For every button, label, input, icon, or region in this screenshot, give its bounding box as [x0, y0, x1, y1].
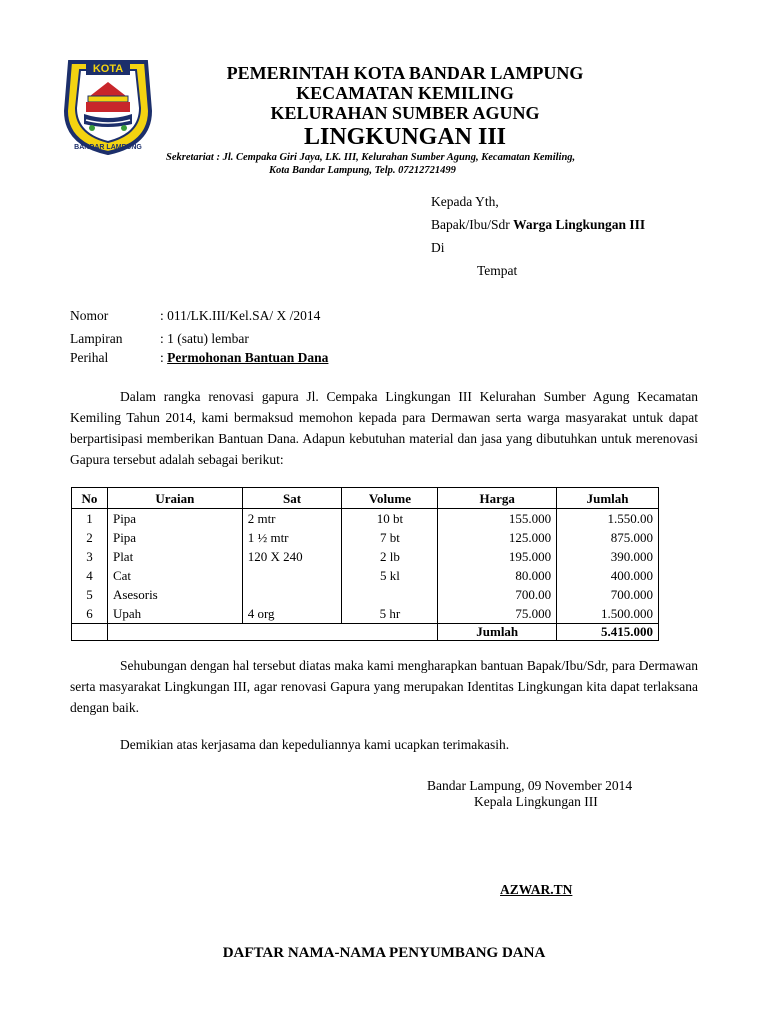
table-row [72, 585, 659, 604]
cell-no: 1 [72, 509, 108, 529]
signature-title: Kepala Lingkungan III [474, 794, 598, 809]
cell-volume: 10 bt [342, 509, 438, 529]
gov-header-line4: LINGKUNGAN III [303, 124, 507, 150]
perihal-subject: Permohonan Bantuan Dana [167, 350, 329, 365]
cell-jumlah: 700.000 [557, 585, 659, 604]
signature-name: AZWAR.TN [500, 882, 573, 897]
col-header-volume: Volume [342, 488, 438, 509]
logo-text-top: KOTA [92, 63, 124, 75]
material-cost-table [71, 487, 659, 641]
cell-jumlah: 875.000 [557, 528, 659, 547]
cell-harga: 80.000 [438, 566, 557, 585]
table-row [72, 566, 659, 585]
secretariat-line1: Sekretariat : Jl. Cempaka Giri Jaya, LK. III, Kelurahan Sumber Agung, Kecamatan Kemiling, [166, 152, 576, 163]
cell-volume: 2 lb [342, 547, 438, 566]
cell-no: 2 [72, 528, 108, 547]
cell-jumlah: 390.000 [557, 547, 659, 566]
cell-harga: 195.000 [438, 547, 557, 566]
cell-volume: 5 hr [342, 604, 438, 624]
secretariat-address [166, 151, 575, 177]
cell-uraian: Upah [107, 604, 242, 624]
cell-no: 6 [72, 604, 108, 624]
cell-harga: 155.000 [438, 509, 557, 529]
donor-list-heading: DAFTAR NAMA-NAMA PENYUMBANG DANA [222, 945, 546, 961]
recipient-line3: Di [431, 240, 445, 255]
total-value: 5.415.000 [557, 624, 659, 641]
cell-volume: 5 kl [342, 566, 438, 585]
cell-sat: 1 ½ mtr [242, 528, 342, 547]
cell-uraian: Pipa [107, 528, 242, 547]
cell-jumlah: 1.500.000 [557, 604, 659, 624]
recipient-prefix: Bapak/Ibu/Sdr [431, 217, 514, 232]
nomor-value: : 011/LK.III/Kel.SA/ X /2014 [160, 308, 321, 323]
gov-header-line2: KECAMATAN KEMILING [296, 83, 514, 103]
col-header-uraian: Uraian [107, 488, 242, 509]
gov-header-line1: PEMERINTAH KOTA BANDAR LAMPUNG [226, 63, 584, 83]
city-emblem-logo [60, 56, 156, 156]
cell-jumlah: 400.000 [557, 566, 659, 585]
signature-place-date: Bandar Lampung, 09 November 2014 [427, 778, 633, 793]
cell-jumlah: 1.550.00 [557, 509, 659, 529]
cell-harga: 700.00 [438, 585, 557, 604]
total-empty-cell [72, 624, 108, 641]
recipient-line2 [431, 215, 645, 235]
cell-uraian: Asesoris [107, 585, 242, 604]
table-row [72, 604, 659, 624]
recipient-line1: Kepada Yth, [431, 194, 499, 209]
cell-no: 3 [72, 547, 108, 566]
total-empty-span [107, 624, 437, 641]
cell-no: 5 [72, 585, 108, 604]
gov-header-line3: KELURAHAN SUMBER AGUNG [270, 103, 540, 123]
cell-no: 4 [72, 566, 108, 585]
cell-uraian: Pipa [107, 509, 242, 529]
table-row [72, 528, 659, 547]
cell-sat [242, 566, 342, 585]
cell-volume: 7 bt [342, 528, 438, 547]
body-paragraph-3: Demikian atas kerjasama dan kepeduliannya kami ucapkan terimakasih. [120, 737, 510, 752]
table-row [72, 509, 659, 529]
col-header-harga: Harga [438, 488, 557, 509]
perihal-value-row [160, 348, 328, 368]
secretariat-line2: Kota Bandar Lampung, Telp. 07212721499 [269, 165, 456, 176]
cell-uraian: Cat [107, 566, 242, 585]
cell-sat: 120 X 240 [242, 547, 342, 566]
cell-harga: 75.000 [438, 604, 557, 624]
table-total-row [72, 624, 659, 641]
lampiran-label: Lampiran [70, 331, 123, 346]
lampiran-value: : 1 (satu) lembar [160, 331, 249, 346]
perihal-colon: : [160, 350, 168, 365]
body-paragraph-2: Sehubungan dengan hal tersebut diatas maka kami mengharapkan bantuan Bapak/Ibu/Sdr, para Dermawan serta masyarakat Lingkungan III, agar renovasi Gapura yang merupakan Identitas Lingkungan kita dapat terlaksana dengan baik. [70, 658, 698, 715]
table-row [72, 547, 659, 566]
recipient-line4: Tempat [477, 263, 518, 278]
cell-uraian: Plat [107, 547, 242, 566]
col-header-jumlah: Jumlah [557, 488, 659, 509]
total-label: Jumlah [438, 624, 557, 641]
cell-harga: 125.000 [438, 528, 557, 547]
perihal-label: Perihal [70, 350, 109, 365]
table-header-row [72, 488, 659, 509]
cell-sat: 2 mtr [242, 509, 342, 529]
cell-volume [342, 585, 438, 604]
body-paragraph-1: Dalam rangka renovasi gapura Jl. Cempaka Lingkungan III Kelurahan Sumber Agung Kecamatan Kemiling Tahun 2014, kami bermaksud memohon kepada para Dermawan serta warga masyarakat untuk dapat berpartisipasi memberikan Bantuan Dana. Adapun kebutuhan material dan jasa yang dibutuhkan untuk merenovasi Gapura tersebut adalah sebagai berikut: [70, 389, 698, 467]
logo-text-bottom: BANDAR LAMPUNG [74, 144, 142, 151]
col-header-no: No [72, 488, 108, 509]
nomor-label: Nomor [70, 308, 109, 323]
col-header-sat: Sat [242, 488, 342, 509]
cell-sat: 4 org [242, 604, 342, 624]
recipient-name: Warga Lingkungan III [513, 217, 646, 232]
cell-sat [242, 585, 342, 604]
